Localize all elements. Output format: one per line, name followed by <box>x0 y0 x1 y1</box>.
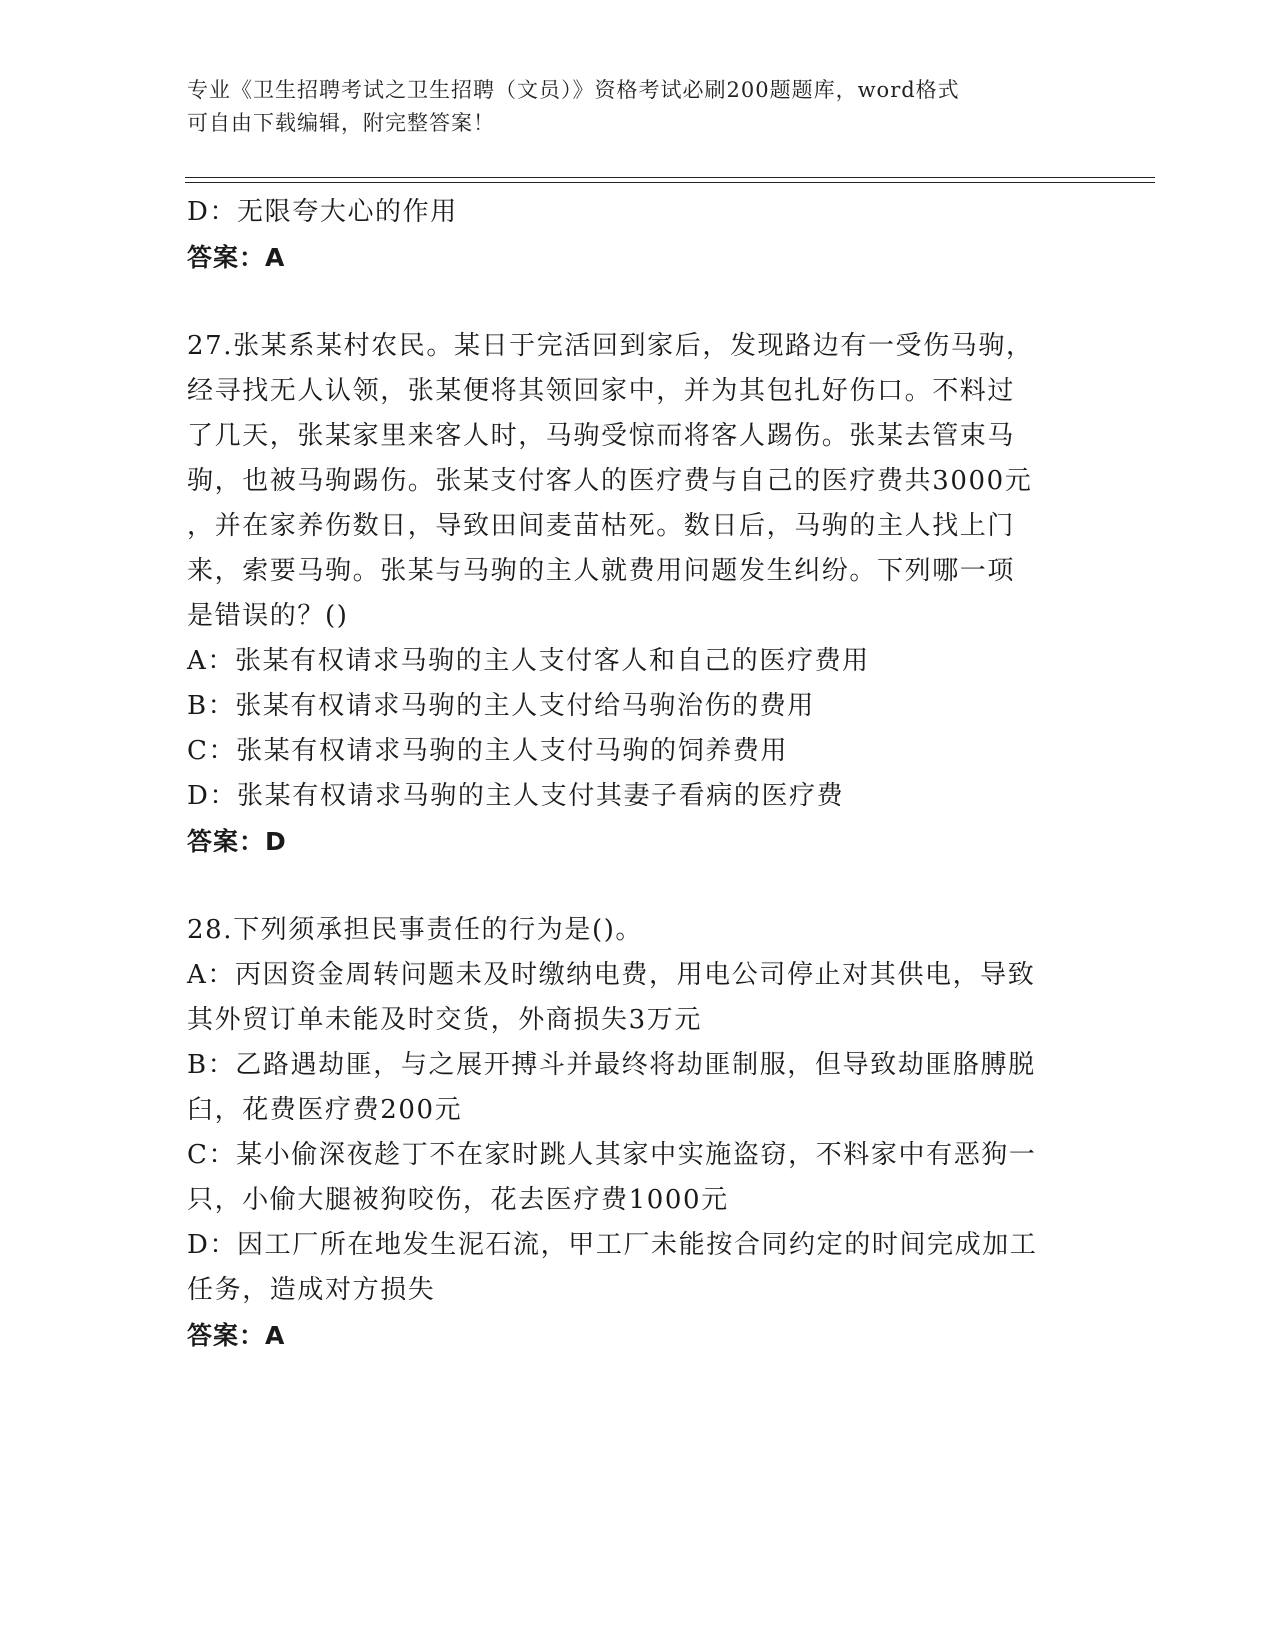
q28-option-c-line: 只，小偷大腿被狗咬伤，花去医疗费1000元 <box>187 1185 729 1215</box>
q27-stem-line: ，并在家养伤数日，导致田间麦苗枯死。数日后，马驹的主人找上门 <box>187 511 1016 541</box>
prev-question-tail <box>187 190 1087 280</box>
q27-option-b: B：张某有权请求马驹的主人支付给马驹治伤的费用 <box>187 691 815 721</box>
q27-stem-line: 来，索要马驹。张某与马驹的主人就费用问题发生纠纷。下列哪一项 <box>187 556 1016 586</box>
q28-stem: 28.下列须承担民事责任的行为是()。 <box>187 915 644 945</box>
spacer <box>187 864 1087 908</box>
q27-stem-line: 27.张某系某村农民。某日于完活回到家后，发现路边有一受伤马驹， <box>187 331 1034 361</box>
q28-option-b-line: B：乙路遇劫匪，与之展开搏斗并最终将劫匪制服，但导致劫匪胳膊脱 <box>187 1050 1036 1080</box>
header-title-line-2: 可自由下载编辑，附完整答案！ <box>187 111 495 135</box>
q27-option-c: C：张某有权请求马驹的主人支付马驹的饲养费用 <box>187 736 789 766</box>
header-title-line-1: 专业《卫生招聘考试之卫生招聘（文员）》资格考试必刷200题题库，word格式 <box>187 78 960 102</box>
q28-option-a-line: 其外贸订单未能及时交货，外商损失3万元 <box>187 1005 702 1035</box>
question-27 <box>187 324 1087 864</box>
prev-answer: 答案：A <box>187 243 286 272</box>
question-28 <box>187 908 1087 1358</box>
document-body <box>187 190 1087 1358</box>
q27-stem-line: 了几天，张某家里来客人时，马驹受惊而将客人踢伤。张某去管束马 <box>187 421 1016 451</box>
q27-stem-line: 经寻找无人认领，张某便将其领回家中，并为其包扎好伤口。不料过 <box>187 376 1016 406</box>
q27-answer: 答案：D <box>187 827 287 856</box>
q27-stem-line: 驹，也被马驹踢伤。张某支付客人的医疗费与自己的医疗费共3000元 <box>187 466 1033 496</box>
prev-option-d: D：无限夸大心的作用 <box>187 197 458 227</box>
q27-option-a: A：张某有权请求马驹的主人支付客人和自己的医疗费用 <box>187 646 870 676</box>
q28-option-b-line: 臼，花费医疗费200元 <box>187 1095 463 1125</box>
q28-option-d-line: 任务，造成对方损失 <box>187 1275 436 1305</box>
q28-answer: 答案：A <box>187 1321 286 1350</box>
q28-option-a-line: A：丙因资金周转问题未及时缴纳电费，用电公司停止对其供电，导致 <box>187 960 1036 990</box>
q28-option-c-line: C：某小偷深夜趁丁不在家时跳人其家中实施盗窃，不料家中有恶狗一 <box>187 1140 1037 1170</box>
page-header <box>187 74 1087 140</box>
spacer <box>187 280 1087 324</box>
header-rule-top <box>185 177 1155 178</box>
q27-stem-line: 是错误的？() <box>187 601 349 631</box>
q27-option-d: D：张某有权请求马驹的主人支付其妻子看病的医疗费 <box>187 781 845 811</box>
q28-option-d-line: D：因工厂所在地发生泥石流，甲工厂未能按合同约定的时间完成加工 <box>187 1230 1038 1260</box>
header-rule-bottom <box>185 182 1155 183</box>
